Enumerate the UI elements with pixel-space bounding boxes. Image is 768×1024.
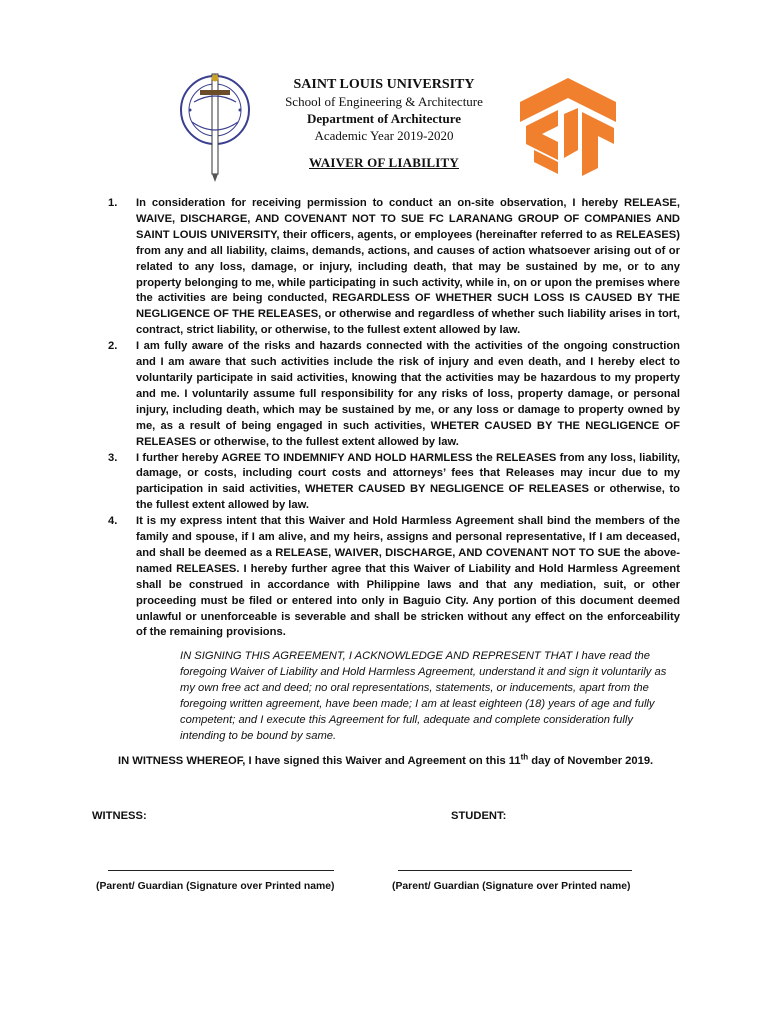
student-label: STUDENT: bbox=[451, 810, 507, 822]
school-name: School of Engineering & Architecture bbox=[285, 94, 483, 109]
department-name: Department of Architecture bbox=[306, 111, 462, 126]
clause-text: I further hereby AGREE TO INDEMNIFY AND HOLD HARMLESS the RELEASES from any loss, liability, damage, or costs, including court costs and attorneys’ fees that Releases may incur due to my participation in said activities, WHETER CAUSED BY NEGLIGENCE OF RELEASES or otherwise, to the fullest extent allowed by law. bbox=[136, 451, 680, 512]
acknowledgement-paragraph: IN SIGNING THIS AGREEMENT, I ACKNOWLEDGE AND REPRESENT THAT I have read the foregoing Waiver of Liability and Hold Harmless Agreement, understand it and sign it voluntarily as my own free act and deed; no oral representations, statements, or inducements, apart from the foregoing written agreement, have been made; I am at least eighteen (18) years of age and fully competent; and I execute this Agreement for full, adequate and complete consideration fully intending to be bound by same. bbox=[180, 650, 667, 742]
clause-text: I am fully aware of the risks and hazards connected with the activities of the ongoing construction and I am aware that such activities include the risk of injury and even death, and I hereby elect to voluntarily participate in said activities, knowing that the activities may be hazardous to my property and me. I voluntarily assume full responsibility for any risks of loss, property damage, or personal injury, including death, which may be sustained by me, or any loss or damage to property owned by me, as a result of being engaged in such activities, WHETER CAUSED BY THE NEGLIGENCE OF RELEASES or otherwise, to the fullest extent allowed by law. bbox=[136, 340, 680, 448]
student-signature-line bbox=[398, 870, 632, 871]
clause-text: It is my express intent that this Waiver and Hold Harmless Agreement shall bind the members of the family and spouse, if I am alive, and my heirs, assigns and personal representative, If I am deceased, and shall be deemed as a RELEASE, WAIVER, DISCHARGE, AND COVENANT NOT TO SUE the above-named RELEASES. I hereby further agree that this Waiver of Liability and Hold Harmless Agreement shall be construed in accordance with Philippine laws and that any mediation, suit, or other proceeding must be filed or entered into only in Baguio City. Any portion of this document deemed unlawful or unenforceable is severable and shall be stricken without any effect on the enforceability of the remaining provisions. bbox=[136, 515, 680, 639]
academic-year: Academic Year 2019-2020 bbox=[314, 128, 454, 143]
witness-text-end: day of November 2019. bbox=[528, 755, 654, 767]
witness-signature-caption: (Parent/ Guardian (Signature over Printed name) bbox=[96, 881, 335, 892]
clause-item bbox=[108, 451, 680, 515]
clause-item bbox=[108, 196, 680, 339]
clause-text: In consideration for receiving permission to conduct an on-site observation, I hereby RELEASE, WAIVE, DISCHARGE, AND COVENANT NOT TO SUE FC LARANANG GROUP OF COMPANIES AND SAINT LOUIS UNIVERSITY, their officers, agents, or employees (hereinafter referred to as RELEASES) from any and all liability, claims, demands, actions, and causes of action whatsoever arising out of or related to any loss, damage, or injury, including death, that may be sustained by me, or to any property belonging to me, while participating in such activity, while in, on or upon the premises where the activities are being conducted, REGARDLESS OF WHETHER SUCH LOSS IS CAUSED BY THE NEGLIGENCE OF THE RELEASES, or otherwise and regardless of whether such liability arises in tort, contract, strict liability, or otherwise, to the fullest extent allowed by law. bbox=[136, 197, 680, 337]
clause-number: 1. bbox=[108, 197, 118, 209]
witness-text-start: IN WITNESS WHEREOF, I have signed this Waiver and Agreement on this 11 bbox=[118, 755, 521, 767]
day-ordinal-suffix: th bbox=[520, 752, 529, 762]
student-signature-caption: (Parent/ Guardian (Signature over Printed name) bbox=[392, 881, 631, 892]
clause-number: 3. bbox=[108, 451, 118, 464]
clause-number: 2. bbox=[108, 340, 118, 353]
waiver-clauses bbox=[108, 196, 680, 641]
witness-signature-line bbox=[108, 870, 334, 871]
clause-item bbox=[108, 339, 680, 450]
clause-number: 4. bbox=[108, 515, 118, 528]
clause-item bbox=[108, 514, 680, 641]
witness-whereof-paragraph bbox=[92, 753, 680, 769]
witness-label: WITNESS: bbox=[92, 810, 147, 822]
document-title: WAIVER OF LIABILITY bbox=[309, 155, 459, 170]
university-name: SAINT LOUIS UNIVERSITY bbox=[293, 77, 475, 92]
